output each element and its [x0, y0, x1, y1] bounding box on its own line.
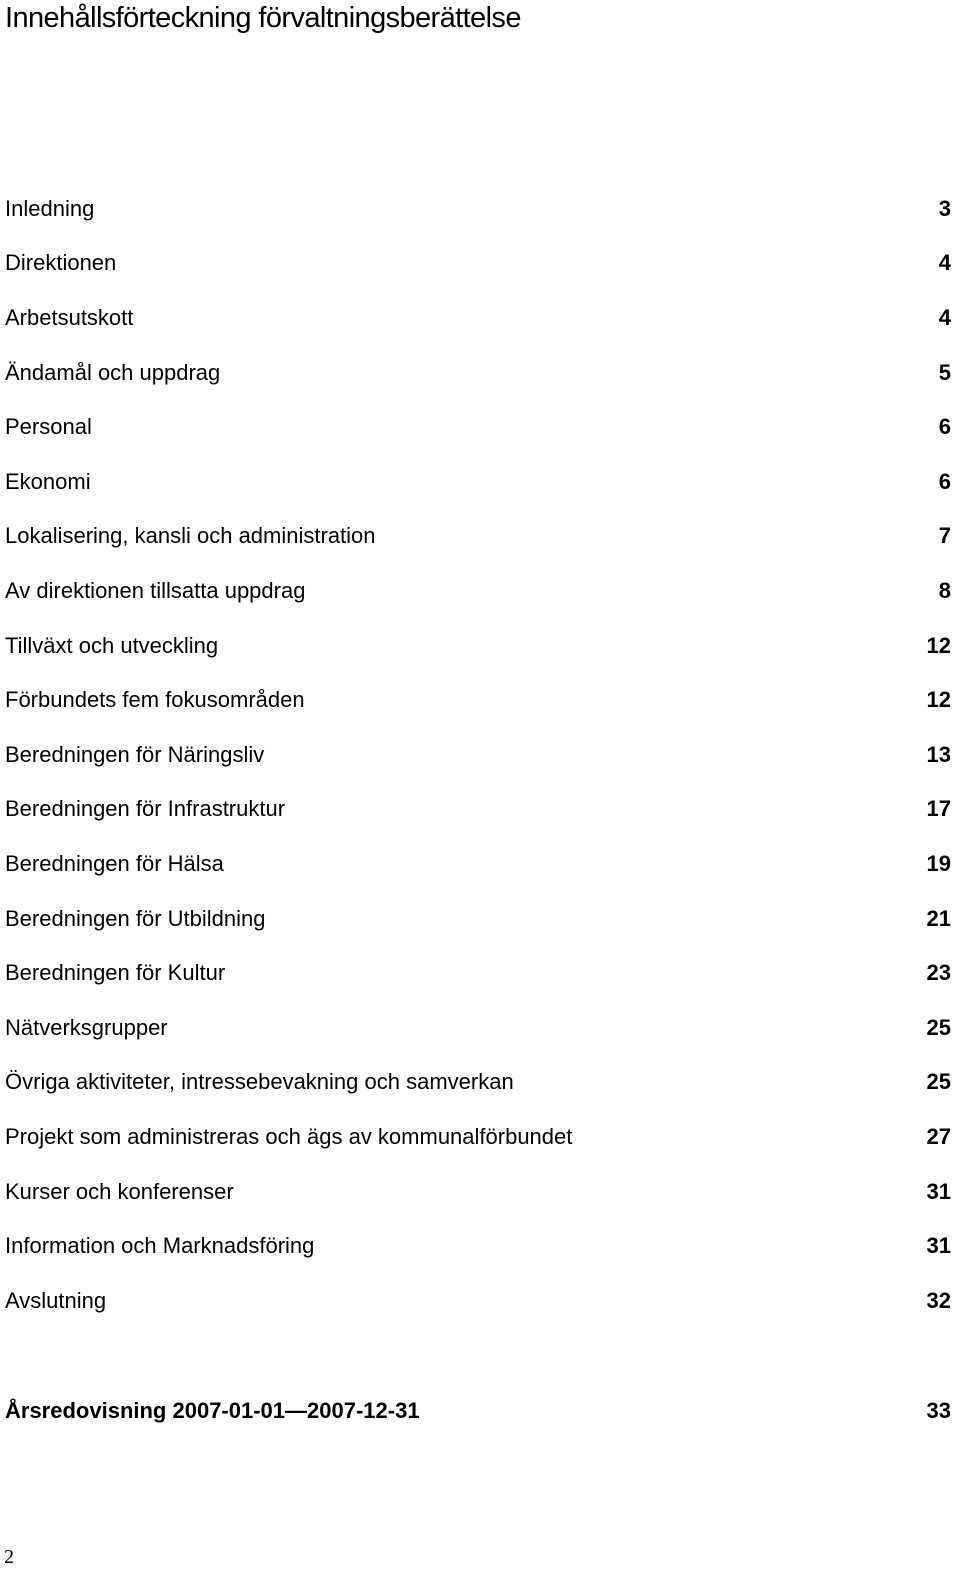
toc-entry-page: 5: [938, 360, 951, 385]
toc-entry-label: Beredningen för Kultur: [5, 960, 226, 985]
toc-entry-label: Lokalisering, kansli och administration: [5, 523, 376, 548]
toc-entry[interactable]: [5, 193, 951, 225]
toc-entry-page: 27: [926, 1124, 951, 1149]
toc-entry-label: Kurser och konferenser: [5, 1179, 234, 1204]
toc-entry[interactable]: [5, 739, 951, 771]
toc-entry-label: Ändamål och uppdrag: [5, 360, 221, 385]
toc-entry[interactable]: [5, 357, 951, 389]
toc-entry-label: Direktionen: [5, 250, 117, 275]
toc-entry[interactable]: [5, 957, 951, 989]
toc-entry-label: Av direktionen tillsatta uppdrag: [5, 578, 306, 603]
toc-entry-label: Personal: [5, 414, 92, 439]
toc-entry[interactable]: [5, 903, 951, 935]
toc-entry-page: 31: [926, 1233, 951, 1258]
toc-entry-page: 31: [926, 1179, 951, 1204]
toc-entry-page: 6: [938, 469, 951, 494]
toc-entry-page: 4: [938, 305, 951, 330]
toc-entry-page: 7: [938, 523, 951, 548]
toc-entry[interactable]: [5, 520, 951, 552]
toc-entry-label: Avslutning: [5, 1288, 107, 1313]
toc-entry-label: Ekonomi: [5, 469, 91, 494]
toc-entry-page: 12: [926, 687, 951, 712]
toc-entry-label: Arbetsutskott: [5, 305, 134, 330]
toc-entry-page: 25: [926, 1069, 951, 1094]
toc-entry[interactable]: [5, 1285, 951, 1317]
toc-entry-page: 3: [938, 196, 951, 221]
toc-entry[interactable]: [5, 630, 951, 662]
toc-entry[interactable]: [5, 793, 951, 825]
toc-entry-label: Årsredovisning 2007-01-01—2007-12-31: [5, 1398, 420, 1423]
toc-entry-label: Information och Marknadsföring: [5, 1233, 315, 1258]
toc-entry[interactable]: [5, 247, 951, 279]
toc-entry-page: 25: [926, 1015, 951, 1040]
toc-entry[interactable]: [5, 1230, 951, 1262]
toc-entry[interactable]: [5, 1176, 951, 1208]
toc-entry-label: Tillväxt och utveckling: [5, 633, 219, 658]
toc-entry-page: 17: [926, 796, 951, 821]
toc-entry[interactable]: [5, 575, 951, 607]
toc-entry-page: 8: [938, 578, 951, 603]
toc-entry[interactable]: [5, 466, 951, 498]
toc-entry-page: 4: [938, 250, 951, 275]
toc-entry-label: Beredningen för Näringsliv: [5, 742, 265, 767]
toc-entry[interactable]: [5, 411, 951, 443]
toc-entry-page: 13: [926, 742, 951, 767]
toc-entry-page: 33: [926, 1398, 951, 1423]
page-title: Innehållsförteckning förvaltningsberättelse: [5, 2, 521, 34]
toc-entry-label: Beredningen för Hälsa: [5, 851, 224, 876]
toc-entry[interactable]: [5, 1121, 951, 1153]
toc-entry-page: 32: [926, 1288, 951, 1313]
toc-entry[interactable]: [5, 302, 951, 334]
toc-entry-label: Projekt som administreras och ägs av kommunalförbundet: [5, 1124, 573, 1149]
toc-entry[interactable]: [5, 684, 951, 716]
toc-entry-label: Beredningen för Utbildning: [5, 906, 266, 931]
toc-entry[interactable]: [5, 1066, 951, 1098]
toc-entry-label: Övriga aktiviteter, intressebevakning och samverkan: [5, 1069, 514, 1094]
toc-entry-label: Beredningen för Infrastruktur: [5, 796, 286, 821]
toc-entry[interactable]: [5, 848, 951, 880]
toc-entry-page: 12: [926, 633, 951, 658]
toc-entry-label: Förbundets fem fokusområden: [5, 687, 305, 712]
toc-entry[interactable]: [5, 1012, 951, 1044]
toc-entry-page: 21: [926, 906, 951, 931]
toc-entry-label: Nätverksgrupper: [5, 1015, 168, 1040]
page-number: 2: [4, 1546, 14, 1568]
toc-entry-page: 23: [926, 960, 951, 985]
toc-entry-label: Inledning: [5, 196, 95, 221]
toc-entry-page: 19: [926, 851, 951, 876]
toc-entry-page: 6: [938, 414, 951, 439]
toc-entry-annual-report[interactable]: [5, 1395, 951, 1427]
